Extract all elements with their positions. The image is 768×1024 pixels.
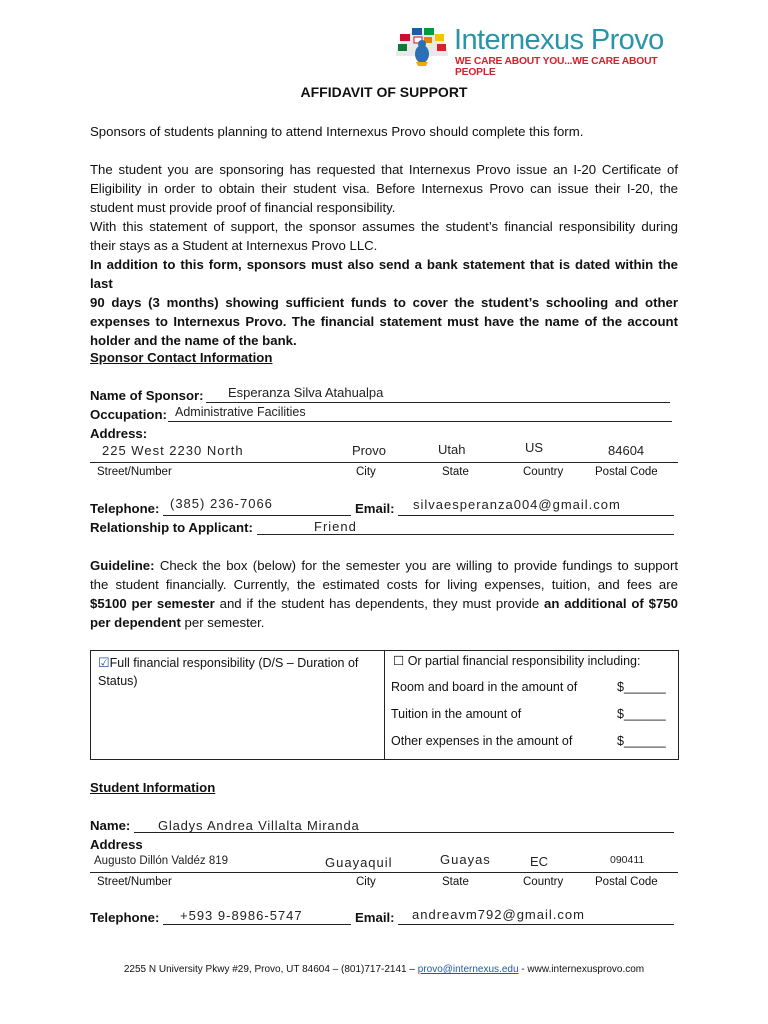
- guideline-text: Check the box (below) for the semester you are willing to provide fundings to support: [154, 558, 678, 573]
- full-label: Full financial responsibility (D/S – Duration of: [109, 656, 359, 670]
- caption-street: Street/Number: [97, 876, 172, 888]
- sponsor-name-field[interactable]: Esperanza Silva Atahualpa: [228, 385, 384, 400]
- footer: [0, 964, 768, 975]
- paragraph-line: their stays as a Student at Internexus Provo LLC.: [90, 238, 378, 253]
- paragraph-line: With this statement of support, the sponsor assumes the student’s financial responsibility during: [90, 219, 678, 234]
- other-expenses-label: Other expenses in the amount of: [391, 734, 573, 748]
- student-postal-field[interactable]: 090411: [610, 854, 645, 866]
- sponsor-occupation-label: Occupation:: [90, 407, 167, 422]
- bold-paragraph-line: In addition to this form, sponsors must also send a bank statement that is dated within the last: [90, 257, 678, 291]
- sponsor-address-label: Address:: [90, 426, 148, 441]
- sponsor-street-field[interactable]: 225 West 2230 North: [102, 443, 244, 458]
- logo: [392, 22, 692, 78]
- student-telephone-label: Telephone:: [90, 910, 160, 925]
- tuition-amount[interactable]: $______: [617, 707, 666, 721]
- footer-address: 2255 N University Pkwy #29, Provo, UT 84604 – (801)717-2141 –: [123, 964, 418, 975]
- student-city-field[interactable]: Guayaquil: [325, 855, 393, 870]
- student-telephone-line: [163, 924, 351, 925]
- sponsor-name-line: [206, 402, 670, 403]
- sponsor-telephone-field[interactable]: (385) 236-7066: [170, 496, 273, 511]
- sponsor-relationship-line: [257, 534, 674, 535]
- options-table: [90, 650, 679, 760]
- caption-state: State: [442, 876, 469, 888]
- student-state-field[interactable]: Guayas: [440, 852, 491, 867]
- guideline-paragraph: [90, 556, 678, 632]
- guideline-text: the student financially. Currently, the estimated costs for living expenses, tuition, and fees are: [90, 577, 678, 592]
- student-street-field[interactable]: Augusto Dillón Valdéz 819: [94, 855, 229, 867]
- footer-email-link[interactable]: provo@internexus.edu: [417, 964, 519, 975]
- guideline-text: and if the student has dependents, they must provide: [214, 596, 544, 611]
- guideline-per-dependent: per dependent: [90, 615, 181, 630]
- sponsor-country-field[interactable]: US: [525, 440, 544, 455]
- student-email-line: [398, 924, 674, 925]
- sponsor-city-field[interactable]: Provo: [352, 443, 386, 458]
- caption-postal: Postal Code: [595, 466, 658, 478]
- room-board-amount[interactable]: $______: [617, 680, 666, 694]
- sponsor-relationship-field[interactable]: Friend: [314, 519, 357, 534]
- footer-website: - www.internexusprovo.com: [518, 964, 645, 975]
- sponsor-postal-field[interactable]: 84604: [608, 443, 645, 458]
- caption-city: City: [356, 466, 376, 478]
- sponsor-state-field[interactable]: Utah: [438, 442, 466, 457]
- sponsor-relationship-label: Relationship to Applicant:: [90, 520, 253, 535]
- student-name-label: Name:: [90, 818, 131, 833]
- other-expenses-amount[interactable]: $______: [617, 734, 666, 748]
- student-heading: Student Information: [90, 780, 216, 795]
- caption-state: State: [442, 466, 469, 478]
- sponsor-email-line: [398, 515, 674, 516]
- partial-responsibility-option[interactable]: [393, 653, 640, 668]
- partial-label: Or partial financial responsibility including:: [407, 654, 641, 668]
- caption-city: City: [356, 876, 376, 888]
- full-checkbox[interactable]: ☑: [98, 655, 110, 670]
- logo-tagline: WE CARE ABOUT YOU...WE CARE ABOUT PEOPLE: [455, 56, 658, 78]
- partial-checkbox[interactable]: ☐: [393, 654, 405, 668]
- paragraph-line: Eligibility in order to obtain their student visa. Before Internexus Provo can issue their I-20, the: [90, 181, 678, 196]
- caption-country: Country: [523, 466, 564, 478]
- caption-country: Country: [523, 876, 564, 888]
- sponsor-occupation-field[interactable]: Administrative Facilities: [175, 405, 306, 419]
- guideline-text: per semester.: [180, 615, 265, 630]
- caption-postal: Postal Code: [595, 876, 658, 888]
- bold-paragraph-line: 90 days (3 months) showing sufficient funds to cover the student’s schooling and other: [90, 295, 678, 310]
- body-paragraph: [90, 160, 678, 350]
- student-telephone-field[interactable]: +593 9-8986-5747: [180, 908, 303, 923]
- logo-name: Internexus Provo: [454, 24, 664, 56]
- room-board-label: Room and board in the amount of: [391, 680, 578, 694]
- paragraph-line: student must provide proof of financial responsibility.: [90, 200, 396, 215]
- intro-text: Sponsors of students planning to attend Internexus Provo should complete this form.: [90, 124, 584, 139]
- sponsor-email-field[interactable]: silvaesperanza004@gmail.com: [413, 497, 621, 512]
- paragraph-line: The student you are sponsoring has requested that Internexus Provo issue an I-20 Certificate of: [90, 162, 678, 177]
- student-address-label: Address: [90, 837, 143, 852]
- tuition-label: Tuition in the amount of: [391, 707, 522, 721]
- logo-emblem-icon: [392, 22, 452, 68]
- sponsor-telephone-label: Telephone:: [90, 501, 160, 516]
- sponsor-heading: Sponsor Contact Information: [90, 350, 273, 365]
- options-divider: [384, 651, 385, 759]
- sponsor-occupation-line: [168, 421, 672, 422]
- sponsor-name-label: Name of Sponsor:: [90, 388, 204, 403]
- bold-paragraph-line: holder and the name of the bank.: [90, 333, 297, 348]
- student-email-label: Email:: [355, 910, 395, 925]
- caption-street: Street/Number: [97, 466, 172, 478]
- sponsor-address-line: [90, 462, 678, 463]
- sponsor-telephone-line: [163, 515, 351, 516]
- guideline-label: Guideline:: [90, 558, 155, 573]
- bold-paragraph-line: expenses to Internexus Provo. The financial statement must have the name of the account: [90, 314, 678, 329]
- sponsor-email-label: Email:: [355, 501, 395, 516]
- student-name-field[interactable]: Gladys Andrea Villalta Miranda: [158, 818, 360, 833]
- student-email-field[interactable]: andreavm792@gmail.com: [412, 907, 585, 922]
- guideline-additional: an additional of $750: [544, 596, 678, 611]
- full-responsibility-option[interactable]: [98, 654, 378, 690]
- student-address-line: [90, 872, 678, 873]
- full-label-cont: Status): [98, 674, 138, 688]
- page-title: AFFIDAVIT OF SUPPORT: [300, 84, 468, 100]
- student-country-field[interactable]: EC: [530, 854, 549, 869]
- guideline-amount: $5100 per semester: [90, 596, 215, 611]
